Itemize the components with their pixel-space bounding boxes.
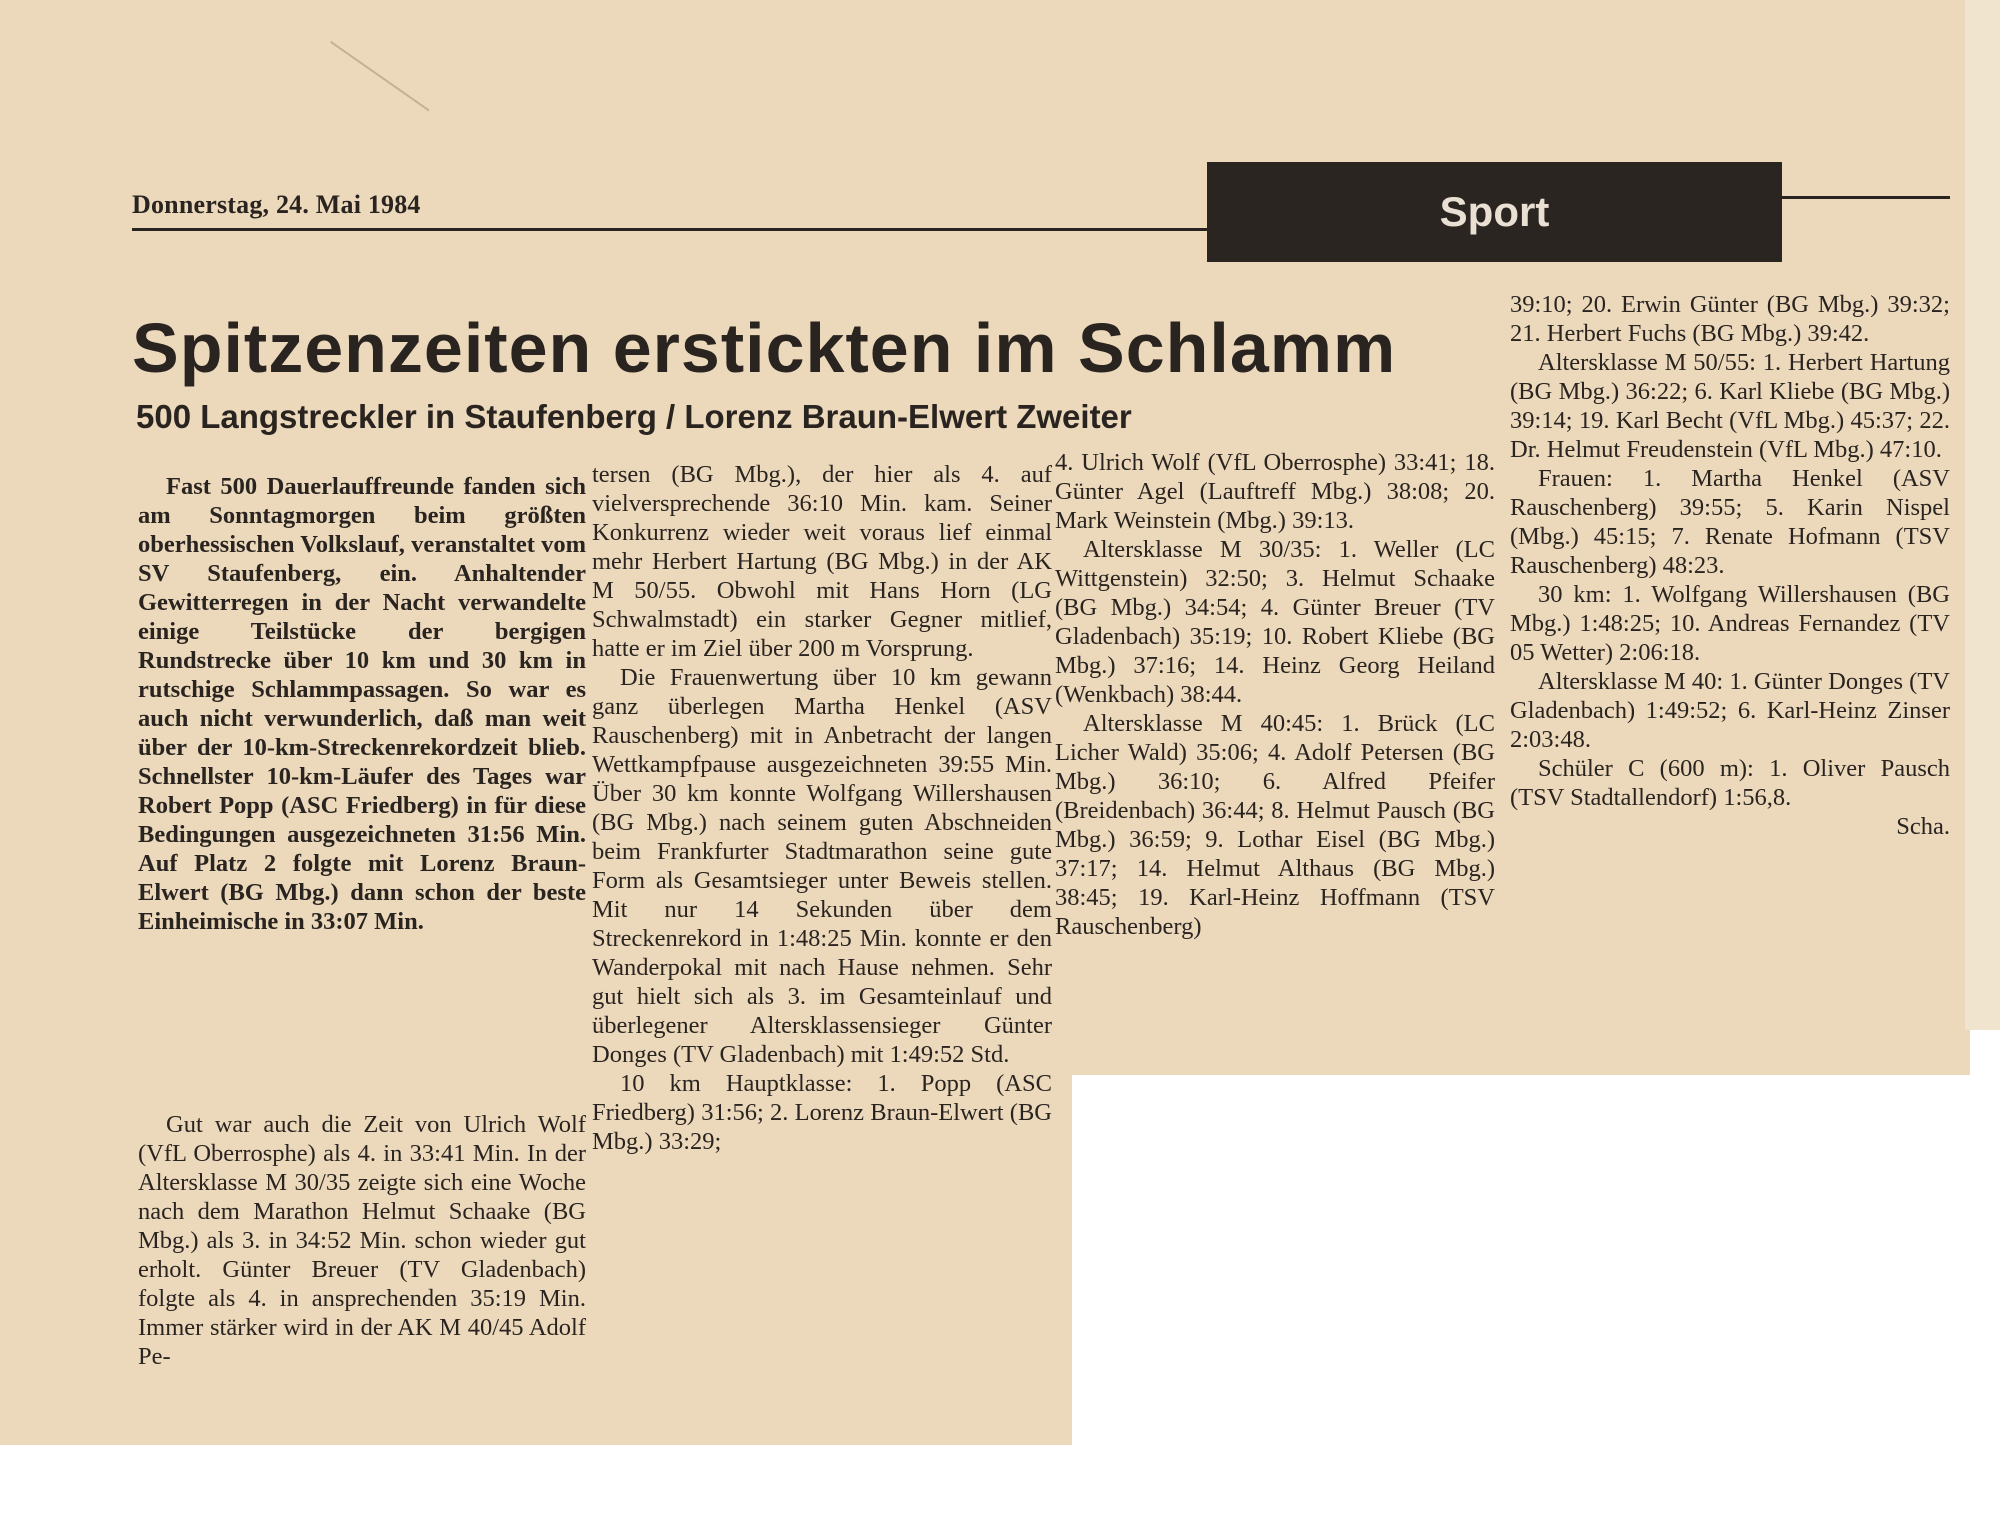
paragraph: Gut war auch die Zeit von Ulrich Wolf (VfL Oberrosphe) als 4. in 33:41 Min. In der Altersklasse M 30/35 zeigte sich eine Woche nach dem Marathon Helmut Schaake (BG Mbg.) als 3. in 34:52 Min. schon wieder gut erholt. Günter Breuer (TV Gladenbach) folgte als 4. in ansprechenden 35:19 Min. Immer stärker wird in der AK M 40/45 Adolf Pe-: [138, 1111, 586, 1370]
article-column-4: [1510, 290, 1950, 841]
paragraph: Die Frauenwertung über 10 km gewann ganz überlegen Martha Henkel (ASV Rauschenberg) mit in Anbetracht der langen Wettkampfpause ausgezeichneten 39:55 Min. Über 30 km konnte Wolfgang Willershausen (BG Mbg.) nach seinem guten Abschneiden beim Frankfurter Stadtmarathon seine gute Form als Gesamtsieger unter Beweis stellen. Mit nur 14 Sekunden über dem Streckenrekord in 1:48:25 Min. konnte er den Wanderpokal mit nach Hause nehmen. Sehr gut hielt sich als 3. im Gesamteinlauf und überlegener Altersklassensieger Günter Donges (TV Gladenbach) mit 1:49:52 Std.: [592, 664, 1052, 1068]
results-paragraph: Altersklasse M 40: 1. Günter Donges (TV Gladenbach) 1:49:52; 6. Karl-Heinz Zinser 2:03:48.: [1510, 668, 1950, 753]
results-paragraph: Altersklasse M 40:45: 1. Brück (LC Licher Wald) 35:06; 4. Adolf Petersen (BG Mbg.) 36:10; 6. Alfred Pfeifer (Breidenbach) 36:44; 8. Helmut Pausch (BG Mbg.) 36:59; 9. Lothar Eisel (BG Mbg.) 37:17; 14. Helmut Althaus (BG Mbg.) 38:45; 19. Karl-Heinz Hoffmann (TSV Rauschenberg): [1055, 710, 1495, 940]
results-paragraph: 10 km Hauptklasse: 1. Popp (ASC Friedberg) 31:56; 2. Lorenz Braun-Elwert (BG Mbg.) 33:29;: [592, 1070, 1052, 1155]
headline: Spitzenzeiten erstickten im Schlamm: [132, 309, 1397, 387]
article-column-3: [1055, 448, 1495, 941]
paper-edge: [1965, 0, 2000, 1030]
section-label-text: Sport: [1439, 188, 1550, 235]
author-signature: Scha.: [1896, 813, 1950, 840]
results-paragraph: Altersklasse M 50/55: 1. Herbert Hartung (BG Mbg.) 36:22; 6. Karl Kliebe (BG Mbg.) 39:14; 19. Karl Becht (VfL Mbg.) 45:37; 22. Dr. Helmut Freudenstein (VfL Mbg.) 47:10.: [1510, 349, 1950, 463]
article-column-2: [592, 460, 1052, 1156]
results-paragraph: Altersklasse M 30/35: 1. Weller (LC Wittgenstein) 32:50; 3. Helmut Schaake (BG Mbg.) 34:54; 4. Günter Breuer (TV Gladenbach) 35:19; 10. Robert Kliebe (BG Mbg.) 37:16; 14. Heinz Georg Heiland (Wenkbach) 38:44.: [1055, 536, 1495, 708]
section-label: [1207, 162, 1782, 262]
results-paragraph: 4. Ulrich Wolf (VfL Oberrosphe) 33:41; 18. Günter Agel (Lauftreff Mbg.) 38:08; 20. Mark Weinstein (Mbg.) 39:13.: [1055, 449, 1495, 534]
results-paragraph: Schüler C (600 m): 1. Oliver Pausch (TSV Stadtallendorf) 1:56,8.: [1510, 755, 1950, 811]
article-column-1-continued: [138, 1110, 586, 1371]
article-column-1: [138, 472, 586, 936]
results-paragraph: 39:10; 20. Erwin Günter (BG Mbg.) 39:32; 21. Herbert Fuchs (BG Mbg.) 39:42.: [1510, 291, 1950, 347]
header-rule-right: [1780, 196, 1950, 199]
subheadline: 500 Langstreckler in Staufenberg / Lorenz Braun-Elwert Zweiter: [136, 398, 1132, 435]
paragraph: tersen (BG Mbg.), der hier als 4. auf vielversprechende 36:10 Min. kam. Seiner Konkurrenz wieder weit voraus lief einmal mehr Herbert Hartung (BG Mbg.) in der AK M 50/55. Obwohl mit Hans Horn (LG Schwalmstadt) ein starker Gegner mitlief, hatte er im Ziel über 200 m Vorsprung.: [592, 461, 1052, 662]
results-paragraph: 30 km: 1. Wolfgang Willershausen (BG Mbg.) 1:48:25; 10. Andreas Fernandez (TV 05 Wetter) 2:06:18.: [1510, 581, 1950, 666]
header-rule: [132, 228, 1210, 231]
results-paragraph: Frauen: 1. Martha Henkel (ASV Rauschenberg) 39:55; 5. Karin Nispel (Mbg.) 45:15; 7. Renate Hofmann (TSV Rauschenberg) 48:23.: [1510, 465, 1950, 579]
dateline: Donnerstag, 24. Mai 1984: [132, 190, 421, 219]
lead-paragraph: Fast 500 Dauerlauffreunde fanden sich am Sonntagmorgen beim größten oberhessischen Volkslauf, veranstaltet vom SV Staufenberg, ein. Anhaltender Gewitterregen in der Nacht verwandelte einige Teilstücke der bergigen Rundstrecke über 10 km und 30 km in rutschige Schlammpassagen. So war es auch nicht verwunderlich, daß man weit über der 10-km-Streckenrekordzeit blieb. Schnellster 10-km-Läufer des Tages war Robert Popp (ASC Friedberg) in für diese Bedingungen ausgezeichneten 31:56 Min. Auf Platz 2 folgte mit Lorenz Braun-Elwert (BG Mbg.) dann schon der beste Einheimische in 33:07 Min.: [138, 473, 586, 935]
